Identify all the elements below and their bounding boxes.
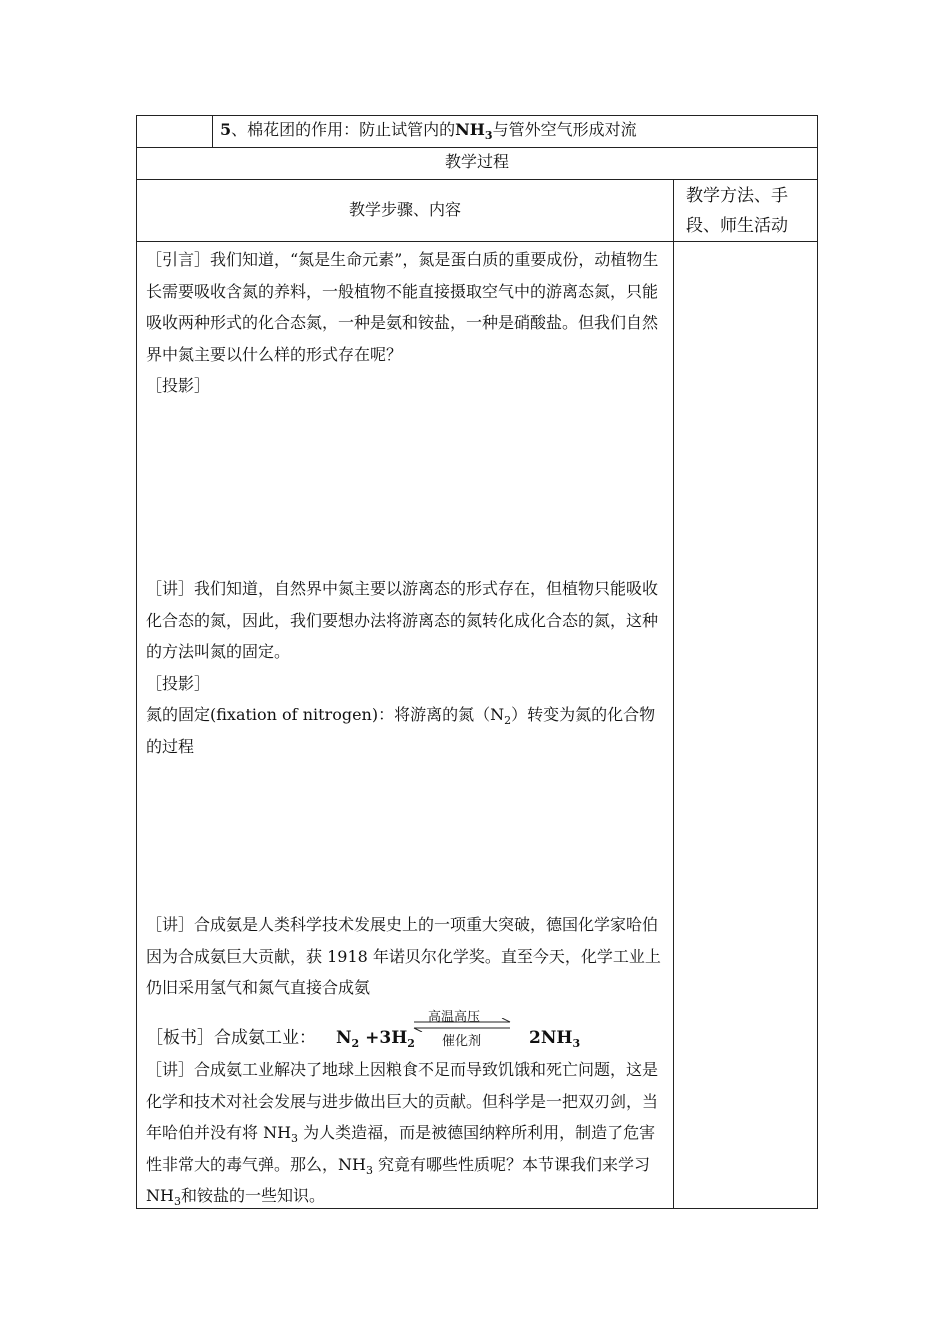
section-title: 教学过程 (444, 152, 509, 171)
intro-paragraph (146, 244, 670, 402)
lecture3-text-b: 为人类造福，而是被德国纳粹所利用，制造了危害性非常大的毒气弹。那么，NH (146, 1123, 656, 1174)
lecture3-text (146, 1054, 670, 1212)
row1-formula (455, 120, 493, 142)
eq-product: 2NH (529, 1028, 573, 1048)
header-steps: 教学步骤、内容 (348, 200, 461, 219)
lecture3-sub-1: 3 (291, 1132, 299, 1145)
header-methods-line2: 段、师生活动 (686, 216, 788, 236)
board-label: ［板书］合成氨工业： (146, 1028, 316, 1048)
projection-label-1: ［投影］ (146, 376, 211, 395)
lecture3-text-c: 究竟有哪些性质呢？本节课我们来学习 NH (146, 1154, 651, 1205)
equation-condition-bottom: 催化剂 (442, 1034, 482, 1049)
lecture-paragraph-1 (146, 573, 670, 762)
table-border-top (136, 115, 818, 116)
projection-label-2: ［投影］ (146, 673, 211, 693)
table-line-row1-bottom (136, 147, 818, 148)
eq-product-sub: 3 (572, 1037, 581, 1050)
equation-condition-top: 高温高压 (428, 1010, 481, 1025)
eq-n: N (336, 1028, 352, 1048)
lecture-paragraph-2 (146, 909, 670, 1004)
row1-formula-main: NH (455, 120, 485, 139)
row1-note (220, 119, 637, 141)
eq-h-sub: 2 (407, 1037, 415, 1050)
table-line-header-bottom (136, 241, 818, 242)
equation-reactants (336, 1026, 415, 1050)
lecture3-text-a: ［讲］合成氨工业解决了地球上因粮食不足而导致饥饿和死亡问题，这是化学和技术对社会发展与进步做出巨大的贡献。但科学是一把双刃剑，当年哈伯并没有将 NH (146, 1060, 659, 1142)
intro-text: ［引言］我们知道，“氮是生命元素”，氮是蛋白质的重要成份，动植物生长需要吸收含氮的养料，一般植物不能直接摄取空气中的游离态氮，只能吸收两种形式的化合态氮，一种是氨和铵盐，一种是硝酸盐。但我们自然界中氮主要以什么样的形式存在呢？ (146, 250, 659, 364)
table-line-column-divider (673, 179, 674, 1209)
fixation-sub: 2 (504, 714, 512, 727)
row1-text-a: 、棉花团的作用：防止试管内的 (231, 120, 456, 139)
row1-formula-sub: 3 (484, 129, 493, 142)
table-line-row1-divider (212, 115, 213, 148)
fixation-text-b: ）转变为氮的化合物的过程 (146, 705, 656, 756)
lecture3-sub-2: 3 (365, 1163, 373, 1177)
eq-n-sub: 2 (351, 1037, 360, 1050)
header-methods-line1: 教学方法、手 (686, 186, 788, 206)
lecture-paragraph-3 (146, 1054, 670, 1212)
lecture2-text: ［讲］合成氨是人类科学技术发展史上的一项重大突破，德国化学家哈伯因为合成氨巨大贡献，获 1918 年诺贝尔化学奖。直至今天，化学工业上仍旧采用氢气和氮气直接合成氨 (146, 915, 661, 997)
table-border-right (817, 115, 818, 1209)
fixation-definition (146, 699, 670, 762)
equation-product (529, 1026, 580, 1050)
eq-plus-h: +3H (359, 1028, 408, 1048)
table-line-title-bottom (136, 179, 818, 180)
table-border-left (136, 115, 137, 1209)
lecture1-text: ［讲］我们知道，自然界中氮主要以游离态的形式存在，但植物只能吸收化合态的氮，因此，我们要想办法将游离态的氮转化成化合态的氮，这种的方法叫氮的固定。 (146, 579, 659, 661)
reversible-arrow-icon (410, 1018, 514, 1032)
row1-text-b: 与管外空气形成对流 (492, 120, 637, 139)
lecture3-text-d: 和铵盐的一些知识。 (180, 1186, 325, 1205)
lecture3-sub-3: 3 (173, 1195, 181, 1208)
row1-number: 5 (220, 120, 232, 139)
fixation-text-a: 氮的固定(fixation of nitrogen)：将游离的氮（N (146, 705, 505, 724)
